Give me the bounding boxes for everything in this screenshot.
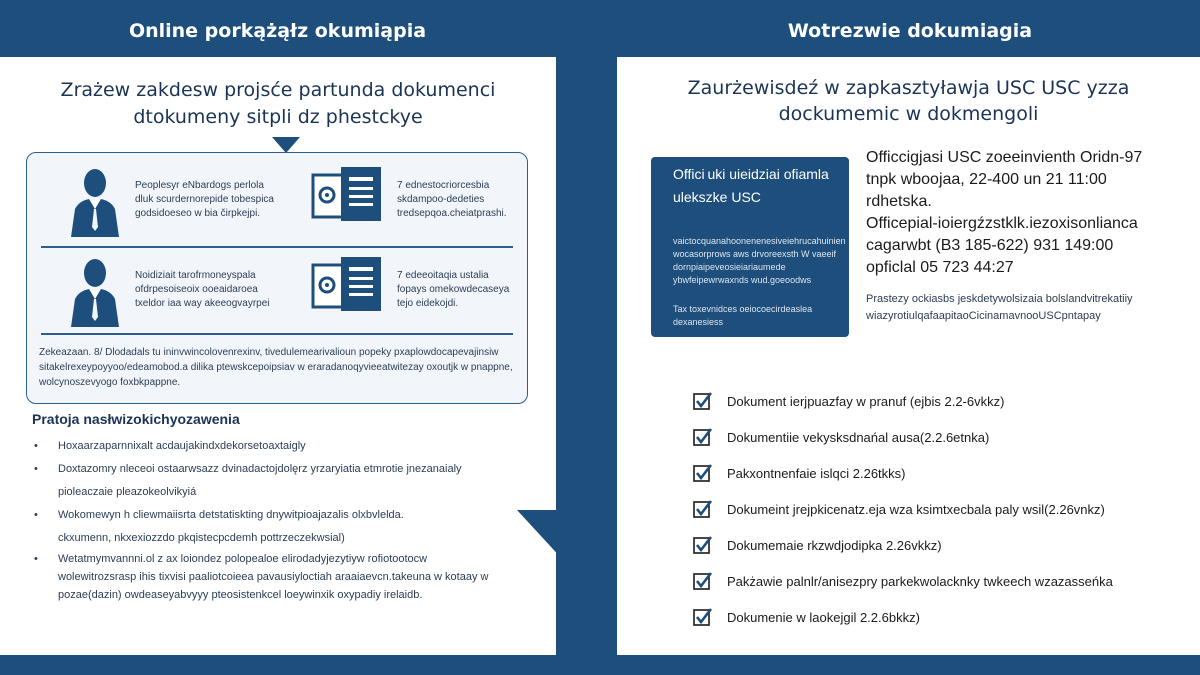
pointer-triangle-icon <box>272 137 300 153</box>
step-description: Noidiziait tarofrmoneyspala ofdrpesoiseoix ooeaidaroea txeldor iaa way akeeogvayrpei <box>135 270 270 309</box>
divider <box>41 246 513 248</box>
office-card-description: vaictocquanahoonenenesiveiehrucahuinien wocasorprows aws drvoreexsth W vaeeif dornpiaipeveosieiariaumede ybwfeipewrwaxnds wud.goeoodws <box>673 236 846 285</box>
list-item <box>32 504 502 550</box>
contact-line: tnpk wboojaa, 22-400 un 21 11:00 <box>866 171 1107 188</box>
step-note: 7 edeeoitaqia ustalia fopays omekowdecaseya tejo eidekojdi. <box>397 270 510 309</box>
left-column-title: Online porkążąłz okumiąpia <box>128 20 427 42</box>
person-icon <box>67 255 123 327</box>
checklist-item-text: Pakxontnenfaie islqci 2.26tkks) <box>727 466 906 481</box>
person-icon <box>67 165 123 237</box>
checklist-item <box>693 425 1173 461</box>
office-procedure-panel <box>617 57 1200 655</box>
bottom-band <box>0 655 1200 675</box>
bullet-icon: • <box>34 440 38 452</box>
tip-text: Hoxaarzaparnnixalt acdaujakindxdekorsetoaxtaigly <box>58 440 306 452</box>
checkbox-checked-icon <box>693 607 713 627</box>
checkbox-checked-icon <box>693 427 713 447</box>
checkbox-checked-icon <box>693 463 713 483</box>
list-item <box>32 550 502 604</box>
checklist-item-text: Dokumentiie vekysksdnańal ausa(2.2.6etnka) <box>727 430 990 445</box>
info-box-footer-text: Zekeazaan. 8/ Dlodadals tu ininvwincolovenrexinv, tivedulemearivalioun popeky pxaplowdocapevajinsiw sitakelrexeypoyyoo/edeamobod.a dilika ptewskcepoipsiav w eraradanoqyvieeatwitezay oxoutjk w pnappne, wolcynoszevyogo foxbkpappne. <box>39 347 513 388</box>
bullet-icon: • <box>34 553 38 565</box>
document-gear-icon <box>307 255 387 329</box>
contact-line: Officcigjasi USC zoeeinvienth Oridn-97 <box>866 149 1143 166</box>
office-contact-details <box>866 147 1186 279</box>
arrow-shaft <box>556 490 617 510</box>
online-procedure-panel <box>0 57 556 655</box>
tip-text: Wetatmymvannni.ol z ax loiondez polopealoe elirodadyjezytiyw rofiotootocw wolewitrozsrasp ihis tixvisi paaliotcoieea pavausiyloctiah araaiaevcn.takeuna w kotaay w pozae(dazin) owdeaseyabvyyy pteosistenkcel loeywinxik oxypadiy irelaidb. <box>58 553 489 601</box>
tip-text: Wokomewyn h cliewmaiisrta detstatiskting dnywitpioajazalis olxbvlelda. <box>58 509 404 521</box>
tip-subtext: ckxumenn, nkxexiozzdo pkqistecpcdemh pottrzeczekwsial) <box>58 532 345 544</box>
checklist-item <box>693 569 1173 605</box>
checkbox-checked-icon <box>693 391 713 411</box>
contact-note: Prastezy ockiasbs jeskdetywolsizaia bolslandvitrekatiiy wiazyrotiulqafaapitaoCicinamavnooUSCpntapay <box>866 293 1133 322</box>
heading-line-1: Zaurżewisdeź w zapkasztyławja USC USC yzza <box>687 77 1130 99</box>
step-row <box>27 249 527 335</box>
checklist-item <box>693 461 1173 497</box>
bullet-icon: • <box>34 463 38 475</box>
list-item <box>32 435 502 458</box>
online-procedure-heading <box>0 77 556 131</box>
step-description: Peoplesyr eNbardogs perlola dluk scurdernorepide tobespica godsidoeseo w bia čirpkejpi. <box>135 180 274 219</box>
contact-line: opficlal 05 723 44:27 <box>866 259 1014 276</box>
steps-info-box <box>26 152 528 404</box>
heading-line-1: Zrażew zakdesw projsće partunda dokumenci <box>60 79 496 101</box>
office-procedure-heading <box>617 75 1200 127</box>
checkbox-checked-icon <box>693 499 713 519</box>
step-note: 7 ednestocriorcesbia skdampoo-dedeties tredsepqoa.cheiatprashi. <box>397 180 507 219</box>
checkbox-checked-icon <box>693 571 713 591</box>
step-row <box>27 159 527 245</box>
checklist-item-text: Pakżawie palnlr/anisezpry parkekwolacknky twkeech wzazasseńka <box>727 574 1113 589</box>
checklist-item-text: Dokumemaie rkzwdjodipka 2.26vkkz) <box>727 538 942 553</box>
list-item <box>32 458 502 504</box>
office-card-title: Offici uki uieidziai ofiamla ulekszke USC <box>673 166 829 205</box>
checklist-item-text: Dokumeint jrejpkicenatz.eja wza ksimtxecbala paly wsil(2.26vnkz) <box>727 502 1105 517</box>
checkbox-checked-icon <box>693 535 713 555</box>
contact-line: rdhetska. <box>866 193 932 210</box>
checklist-item-text: Dokument ierjpuazfay w pranuf (ejbis 2.2-6vkkz) <box>727 394 1005 409</box>
tip-subtext: pioleaczaie pleazokeolvikyiá <box>58 486 197 498</box>
checklist-item <box>693 497 1173 533</box>
checklist-item <box>693 389 1173 425</box>
checklist-item-text: Dokumenie w laokejgil 2.2.6bkkz) <box>727 610 920 625</box>
contact-line: cagarwbt (B3 185-622) 931 149:00 <box>866 237 1114 254</box>
tips-list <box>32 435 502 604</box>
heading-line-2: dockumemic w dokmengoli <box>778 103 1039 125</box>
right-column-title: Wotrezwie dokumiagia <box>787 20 1033 42</box>
contact-line: Officepial-ioiergźzstklk.iezoxisonlianca <box>866 215 1138 232</box>
office-card-note: Tax toxevnidces oeiocoecirdeaslea dexanesiess <box>673 304 813 327</box>
divider <box>41 333 513 335</box>
office-info-card <box>651 157 849 337</box>
tips-title: Pratoja nasłwizokichyozawenia <box>32 411 240 427</box>
checklist-item <box>693 605 1173 641</box>
bullet-icon: • <box>34 509 38 521</box>
document-gear-icon <box>307 165 387 239</box>
documents-checklist <box>693 389 1173 641</box>
tip-text: Doxtazomry nleceoi ostaarwsazz dvinadactojdolęrz yrzaryiatia etmrotie jnezanaialy <box>58 463 462 475</box>
heading-line-2: dtokumeny sitpli dz phestckye <box>133 106 423 128</box>
checklist-item <box>693 533 1173 569</box>
